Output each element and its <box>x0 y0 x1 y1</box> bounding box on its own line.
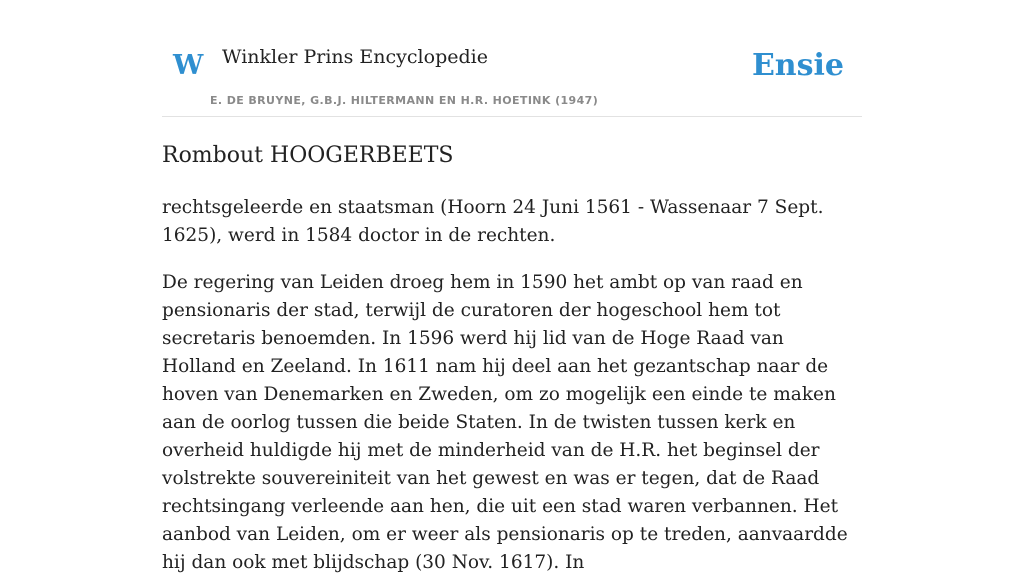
ensie-brand-link[interactable]: Ensie <box>751 48 844 83</box>
article-title: Rombout HOOGERBEETS <box>162 143 454 168</box>
page <box>162 0 862 577</box>
article-paragraph: De regering van Leiden droeg hem in 1590 het ambt op van raad en pensionaris der stad, terwijl de curatoren der hogeschool hem tot secretaris benoemden. In 1596 werd hij lid van de Hoge Raad van Holland en Zeeland. In 1611 nam hij deel aan het gezantschap naar de hoven van Denemarken en Zweden, om zo mogelijk een einde te maken aan de oorlog tussen die beide Staten. In de twisten tussen kerk en overheid huldigde hij met de minderheid van de H.R. het beginsel der volstrekte souvereiniteit van het gewest en was er tegen, dat de Raad rechtsingang verleende aan hen, die uit een stad waren verbannen. Het aanbod van Leiden, om er weer als pensionaris op te treden, aanvaardde hij dan ook met blijdschap (30 Nov. 1617). In <box>162 272 848 573</box>
publication-title[interactable]: Winkler Prins Encyclopedie <box>222 46 488 68</box>
publication-authors: E. DE BRUYNE, G.B.J. HILTERMANN EN H.R. HOETINK (1947) <box>210 94 599 107</box>
article-paragraph: rechtsgeleerde en staatsman (Hoorn 24 Juni 1561 - Wassenaar 7 Sept. 1625), werd in 1584 doctor in de rechten. <box>162 197 824 246</box>
header <box>162 0 862 117</box>
publication-logo[interactable]: W <box>173 50 204 81</box>
